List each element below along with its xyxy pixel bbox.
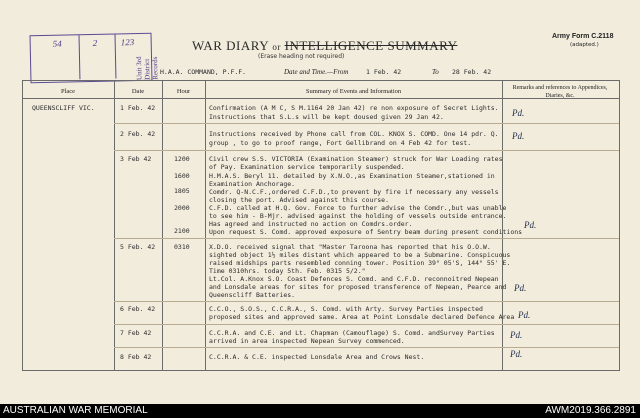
column-header-place: Place [60,88,76,95]
entry-line: raised midships parts resembled conning tower. Position 39° 05'S, 144° 55' E. [209,259,511,267]
initials-signature: Pd. [512,108,525,118]
entry-line: Instructions that S.L.s will be kept doused given 29 Jan 42. [209,113,444,121]
column-header-date: Date [131,88,145,95]
entry-line: and Lonsdale areas for sites for proposed transference of Nepean, Pearce and [209,283,507,291]
archive-footer [0,404,640,418]
entry-line: Confirmation (A M C, S M.1164 20 Jan 42) re non exposure of Secret Lights. [209,104,499,112]
entry-hour: 1600 [174,172,190,180]
footer-institution: AUSTRALIAN WAR MEMORIAL [3,405,148,416]
entry-line: C.C.R.A. and C.E. and Lt. Chapman (Camouflage) S. Comd. andSurvey Parties [209,329,495,337]
stamp-vertical-text: Unit 3rd District Records [134,56,160,81]
footer-accession-id: AWM2019.366.2891 [545,405,636,416]
entry-line: of Pay. Examination service temporarily suspended. [209,163,405,171]
to-label: To [432,68,439,76]
initials-signature: Pd. [510,330,523,340]
initials-signature: Pd. [514,283,527,293]
entry-line: Upon request S. Comd. approved exposure of Sentry beam during present conditions [209,228,523,236]
initials-signature: Pd. [512,131,525,141]
entry-line: Comdr. Q-N.C.F.,ordered C.F.D.,to prevent by fire if necessary any vessels [209,188,499,196]
entry-date: 3 Feb 42 [120,155,152,163]
entry-line: closing the port. Advised against this course. [209,196,390,204]
entry-line: H.M.A.S. Beryl 11. detailed by X.N.O.,as Examination Steamer,stationed in [209,172,495,180]
form-number: Army Form C.2118 [552,33,614,40]
entry-line: C.C.R.A. & C.E. inspected Lonsdale Area and Crows Nest. [209,353,425,361]
column-header-hour: Hour [176,88,191,95]
entry-date: 6 Feb. 42 [120,305,156,313]
entry-line: to see him - B-Mjr. advised against the holding of vessels outside entrance. [209,212,507,220]
records-stamp [30,33,160,84]
entry-place: QUEENSCLIFF VIC. [32,104,95,112]
entry-date: 7 Feb 42 [120,329,152,337]
entry-line: proposed sites and approved same. Area at Point Lonsdale declared Defence Area [209,313,515,321]
entry-line: Examination Anchorage. [209,180,296,188]
stamp-cell: 54 [52,38,62,49]
entry-date: 8 Feb 42 [120,353,152,361]
entry-line: Queenscliff Batteries. [209,291,296,299]
entry-line: arrived in area inspected Nepean Survey commenced. [209,337,405,345]
entry-line: Time 0310hrs. today 5th. Feb. 0315 5/2." [209,267,366,275]
initials-signature: Pd. [524,220,537,230]
unit-name: H.A.A. COMMAND, P.F.F. [160,68,247,76]
entry-line: Lt.Col. A.Knox S.O. Coast Defences S. Comd. and C.F.D. reconnoitred Nepean [209,275,499,283]
page-title: WAR DIARY or INTELLIGENCE SUMMARY [192,38,458,53]
title-subtitle: (Erase heading not required) [258,53,345,60]
date-from: 1 Feb. 42 [366,68,402,76]
date-time-label: Date and Time.—From [284,68,349,76]
stamp-cell: 123 [120,37,135,48]
entry-line: Instructions received by Phone call from COL. KNOX S. COMD. One 14 pdr. Q. [209,130,499,138]
form-adapted: (adapted.) [570,42,599,48]
stamp-cell: 2 [92,37,98,48]
entry-line: C.F.D. called at H.Q. Gov. Force to further advise the Comdr.,but was unable [209,204,507,212]
entry-hour: 0310 [174,243,190,251]
entry-line: Has agreed and instructed no action on Comdrs.order. [209,220,413,228]
entry-line: group , to go to proof range, Fort Gellibrand on 4 Feb 42 for test. [209,139,472,147]
initials-signature: Pd. [510,349,523,359]
entry-date: 1 Feb. 42 [120,104,156,112]
column-header-remarks: Remarks and references to Appendices, Diaries, &c. [512,85,608,99]
date-to: 28 Feb. 42 [452,68,492,76]
entry-line: sighted object 1½ miles distant which appeared to be a Submarine. Conspicuous [209,251,511,259]
entry-line: C.C.O., S.O.S., C.C.R.A., S. Comd. with Arty. Survey Parties inspected [209,305,483,313]
entry-hour: 2000 [174,204,190,212]
entry-date: 2 Feb. 42 [120,130,156,138]
entry-date: 5 Feb. 42 [120,243,156,251]
column-header-summary: Summary of Events and Information [305,88,402,95]
entry-line: Civil crew S.S. VICTORIA (Examination Steamer) struck for War Loading rates [209,155,503,163]
entry-hour: 1200 [174,155,190,163]
initials-signature: Pd. [518,310,531,320]
entry-hour: 1805 [174,187,190,195]
entry-line: X.D.O. received signal that "Master Taroona has reported that his O.O.W. [209,243,491,251]
entry-hour: 2100 [174,227,190,235]
